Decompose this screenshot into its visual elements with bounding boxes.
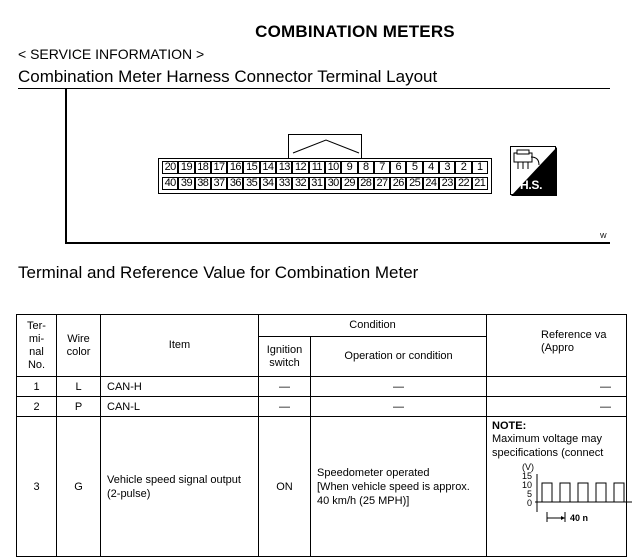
ignition-cell: ON: [259, 417, 311, 557]
connector-pin-26: 26: [390, 177, 406, 190]
connector-latch: [288, 134, 362, 159]
waveform-plot: [492, 462, 632, 542]
connector-pin-4: 4: [423, 161, 439, 174]
connector-pin-19: 19: [178, 161, 194, 174]
connector-pin-6: 6: [390, 161, 406, 174]
connector-pin-3: 3: [439, 161, 455, 174]
connector-plug-icon: [514, 150, 539, 169]
connector-pin-row-bottom: [162, 177, 488, 190]
connector-pin-11: 11: [309, 161, 325, 174]
connector-pin-1: 1: [472, 161, 488, 174]
reference-note-cell: [487, 417, 627, 557]
waveform-tick-10: 10: [522, 480, 533, 490]
item-cell: Vehicle speed signal output (2-pulse): [101, 417, 259, 557]
connector-pin-22: 22: [455, 177, 471, 190]
header-operation: Operation or condition: [311, 337, 487, 377]
connector-pin-7: 7: [374, 161, 390, 174]
terminal-cell: 2: [17, 397, 57, 417]
connector-pin-row-top: [162, 161, 488, 174]
note-text: Maximum voltage may specifications (connect: [492, 433, 604, 459]
connector-pin-35: 35: [243, 177, 259, 190]
connector-pin-27: 27: [374, 177, 390, 190]
connector-pin-5: 5: [406, 161, 422, 174]
item-cell: CAN-H: [101, 377, 259, 397]
connector-pin-13: 13: [276, 161, 292, 174]
ignition-cell: —: [259, 377, 311, 397]
waveform-time-label: 40 n: [570, 513, 589, 523]
connector-pin-23: 23: [439, 177, 455, 190]
harness-side-label: H.S.: [520, 178, 543, 192]
connector-pin-37: 37: [211, 177, 227, 190]
connector-pin-2: 2: [455, 161, 471, 174]
service-information-label: < SERVICE INFORMATION >: [18, 46, 205, 62]
header-condition: Condition: [259, 315, 487, 337]
reference-cell: —: [487, 397, 627, 417]
connector-pin-16: 16: [227, 161, 243, 174]
page-title: COMBINATION METERS: [255, 22, 455, 41]
connector-pin-29: 29: [341, 177, 357, 190]
waveform-unit-label: (V): [522, 462, 535, 472]
waveform-tick-0: 0: [527, 498, 533, 508]
header-wire-color: Wire color: [57, 315, 101, 377]
connector-pin-15: 15: [243, 161, 259, 174]
figure-code: W: [600, 233, 607, 240]
terminal-cell: 1: [17, 377, 57, 397]
connector-pin-8: 8: [358, 161, 374, 174]
pulse-waveform: [492, 462, 623, 542]
connector-pin-30: 30: [325, 177, 341, 190]
connector-pin-18: 18: [195, 161, 211, 174]
connector-pin-28: 28: [358, 177, 374, 190]
terminal-cell: 3: [17, 417, 57, 557]
connector-pin-34: 34: [260, 177, 276, 190]
connector-pin-10: 10: [325, 161, 341, 174]
header-reference-value: [487, 315, 627, 377]
operation-cell: —: [311, 397, 487, 417]
header-reference-value-text: Reference va (Appro: [541, 329, 607, 354]
table-row: [17, 397, 627, 417]
table-row: [17, 377, 627, 397]
terminal-reference-table: [16, 314, 627, 557]
connector-pin-31: 31: [309, 177, 325, 190]
note-title: NOTE:: [492, 420, 527, 432]
connector-pin-36: 36: [227, 177, 243, 190]
connector-pin-39: 39: [178, 177, 194, 190]
connector-pin-21: 21: [472, 177, 488, 190]
connector-pin-33: 33: [276, 177, 292, 190]
connector-pin-25: 25: [406, 177, 422, 190]
wire-color-cell: G: [57, 417, 101, 557]
connector-pin-24: 24: [423, 177, 439, 190]
header-item: Item: [101, 315, 259, 377]
operation-cell: —: [311, 377, 487, 397]
waveform-tick-15: 15: [522, 471, 533, 481]
connector-pin-32: 32: [292, 177, 308, 190]
section-title-terminal-reference: Terminal and Reference Value for Combination Meter: [18, 263, 419, 282]
operation-cell: Speedometer operated [When vehicle speed is approx. 40 km/h (25 MPH)]: [311, 417, 487, 557]
section-title-connector-layout: Combination Meter Harness Connector Terminal Layout: [18, 67, 438, 86]
connector-pin-9: 9: [341, 161, 357, 174]
header-ignition-switch: Ignition switch: [259, 337, 311, 377]
connector-pin-20: 20: [162, 161, 178, 174]
header-terminal-no: Ter- mi- nal No.: [17, 315, 57, 377]
connector-pin-12: 12: [292, 161, 308, 174]
waveform-tick-5: 5: [527, 489, 533, 499]
table-header-row: [17, 315, 627, 337]
wire-color-cell: L: [57, 377, 101, 397]
item-cell: CAN-L: [101, 397, 259, 417]
connector-pin-14: 14: [260, 161, 276, 174]
connector-pin-38: 38: [195, 177, 211, 190]
wire-color-cell: P: [57, 397, 101, 417]
connector-pin-40: 40: [162, 177, 178, 190]
reference-cell: —: [487, 377, 627, 397]
connector-pin-17: 17: [211, 161, 227, 174]
ignition-cell: —: [259, 397, 311, 417]
table-row: [17, 417, 627, 557]
